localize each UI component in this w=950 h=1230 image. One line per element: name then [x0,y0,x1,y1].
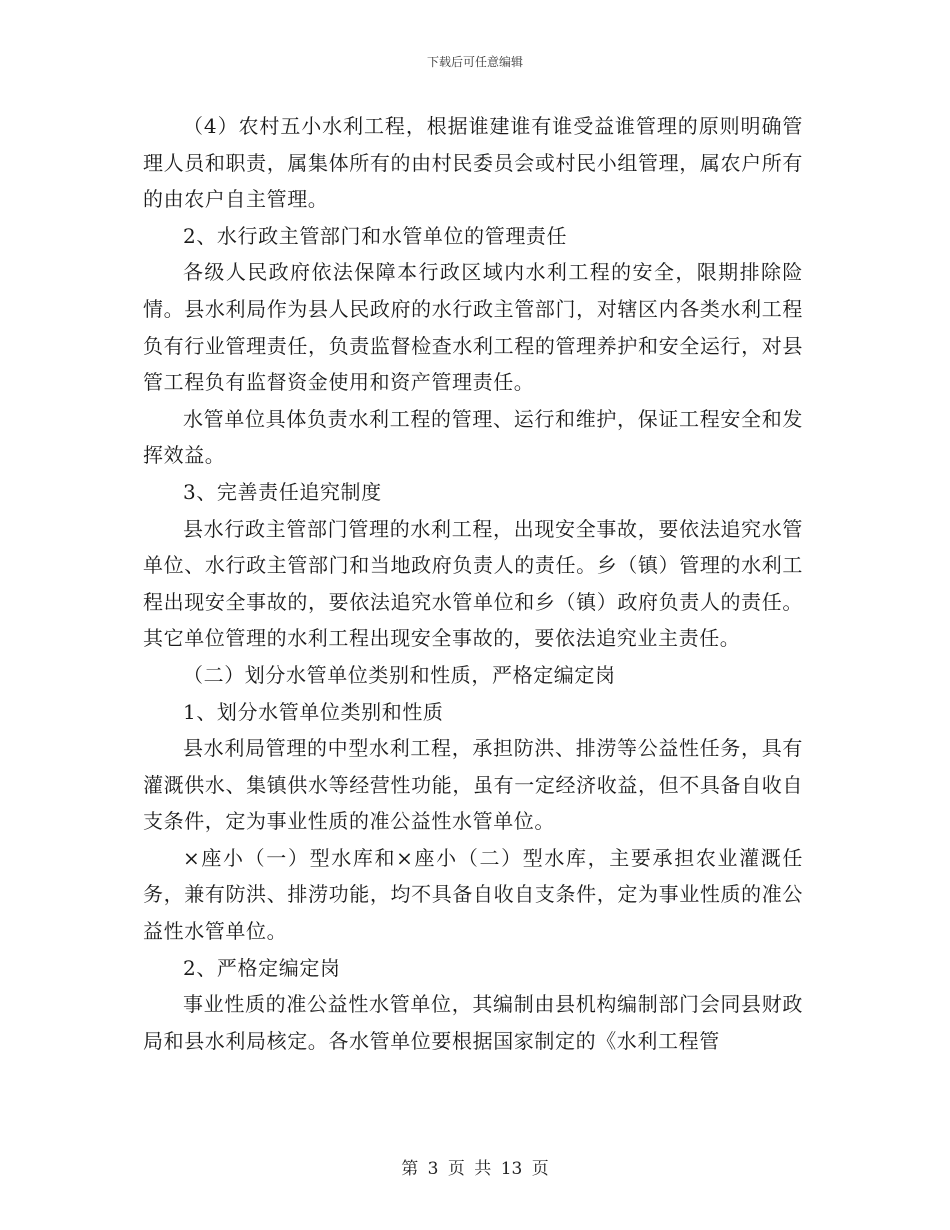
paragraph: 事业性质的准公益性水管单位，其编制由县机构编制部门会同县财政局和县水利局核定。各水管单位要根据国家制定的《水利工程管 [143,992,803,1053]
paragraph: 各级人民政府依法保障本行政区域内水利工程的安全，限期排除险情。县水利局作为县人民政府的水行政主管部门，对辖区内各类水利工程负有行业管理责任，负责监督检查水利工程的管理养护和安全运行，对县管工程负有监督资金使用和资产管理责任。 [143,260,803,395]
paragraph: 县水行政主管部门管理的水利工程，出现安全事故，要依法追究水管单位、水行政主管部门和当地政府负责人的责任。乡（镇）管理的水利工程出现安全事故的，要依法追究水管单位和乡（镇）政府负责人的责任。其它单位管理的水利工程出现安全事故的，要依法追究业主责任。 [143,516,803,651]
paragraph: 县水利局管理的中型水利工程，承担防洪、排涝等公益性任务，具有灌溉供水、集镇供水等经营性功能，虽有一定经济收益，但不具备自收自支条件，定为事业性质的准公益性水管单位。 [143,736,803,834]
page-header: 下载后可任意编辑 [426,55,523,69]
paragraph: （4）农村五小水利工程，根据谁建谁有谁受益谁管理的原则明确管理人员和职责，属集体所有的由村民委员会或村民小组管理，属农户所有的由农户自主管理。 [143,114,803,212]
section-heading: 2、水行政主管部门和水管单位的管理责任 [183,223,568,248]
page-footer: 第 3 页 共 13 页 [401,1159,549,1179]
paragraph: 水管单位具体负责水利工程的管理、运行和维护，保证工程安全和发挥效益。 [143,406,803,468]
section-heading: 1、划分水管单位类别和性质 [183,699,444,724]
document-body [143,108,803,1059]
paragraph: ×座小（一）型水库和×座小（二）型水库，主要承担农业灌溉任务，兼有防洪、排涝功能，均不具备自收自支条件，定为事业性质的准公益性水管单位。 [143,845,803,944]
section-heading: 2、严格定编定岗 [183,955,341,980]
section-heading: 3、完善责任追究制度 [183,479,382,504]
section-heading: （二）划分水管单位类别和性质，严格定编定岗 [183,662,616,687]
